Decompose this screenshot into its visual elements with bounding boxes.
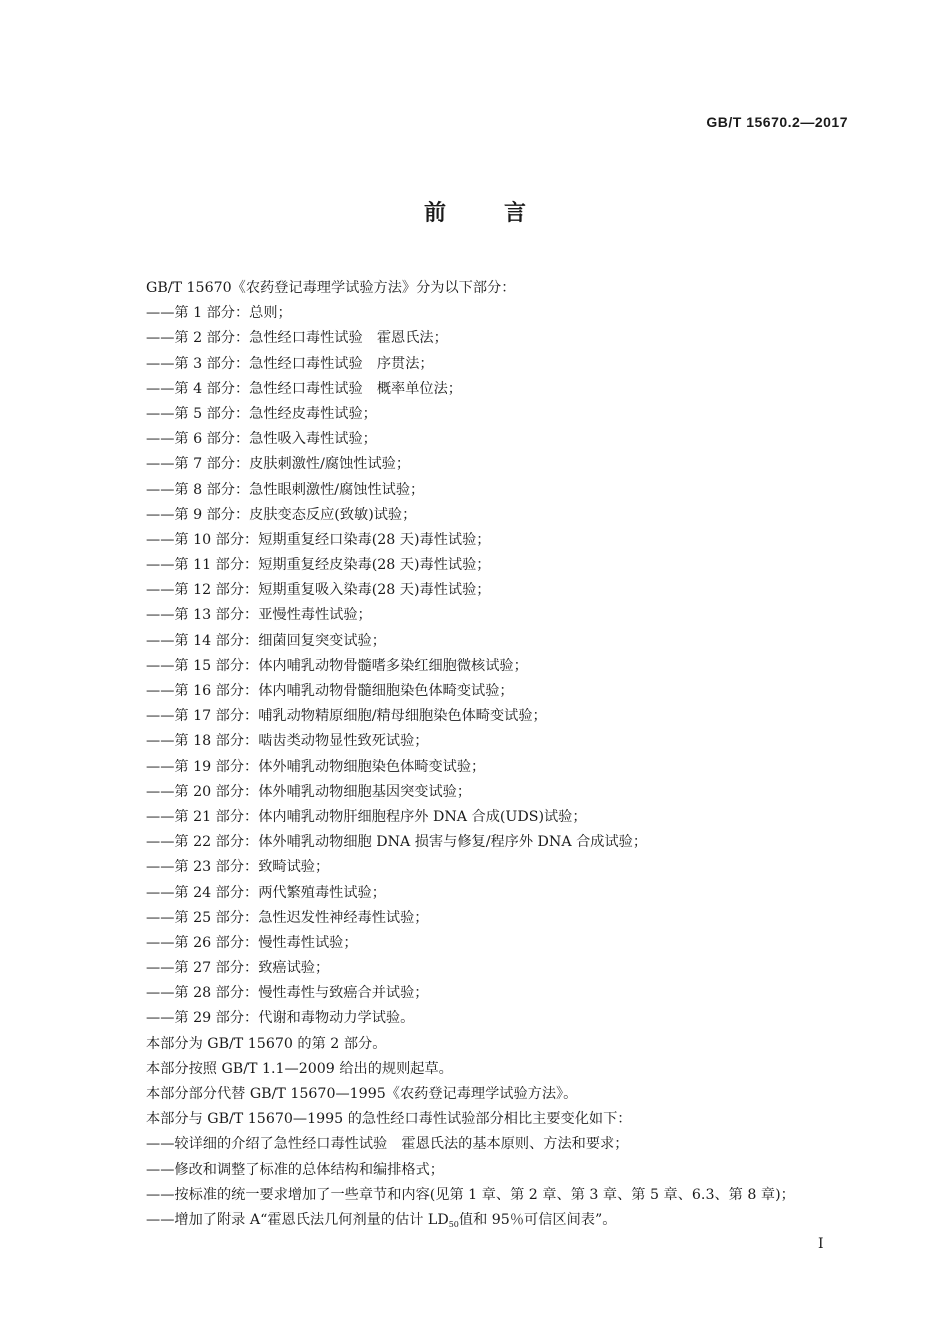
statement-line: 本部分与 GB/T 15670—1995 的急性经口毒性试验部分相比主要变化如下：: [146, 1111, 632, 1128]
dash: ——: [146, 834, 175, 851]
part-item: ——第 7 部分：皮肤刺激性/腐蚀性试验；: [146, 452, 866, 477]
dash: ——: [146, 783, 175, 800]
part-item: ——第 27 部分：致癌试验；: [146, 956, 866, 981]
dash: ——: [146, 557, 175, 574]
part-item: ——第 5 部分：急性经皮毒性试验；: [146, 402, 866, 427]
dash: ——: [146, 683, 175, 699]
part-item: ——第 15 部分：体内哺乳动物骨髓嗜多染红细胞微核试验；: [146, 654, 866, 679]
part-item: ——第 3 部分：急性经口毒性试验 序贯法；: [146, 352, 866, 377]
intro-paragraph: GB/T 15670《农药登记毒理学试验方法》分为以下部分：: [146, 280, 516, 296]
changes-list: [146, 1132, 866, 1208]
dash: ——: [146, 506, 175, 523]
statement-line: 本部分部分代替 GB/T 15670—1995《农药登记毒理学试验方法》。: [146, 1086, 578, 1102]
part-item: ——第 11 部分：短期重复经皮染毒(28 天)毒性试验；: [146, 553, 866, 578]
dash: ——: [146, 456, 175, 473]
dash: ——: [146, 960, 175, 977]
part-item: ——第 1 部分：总则；: [146, 301, 866, 326]
dash: ——: [146, 733, 175, 750]
part-item: ——第 22 部分：体外哺乳动物细胞 DNA 损害与修复/程序外 DNA 合成试验；: [146, 830, 866, 855]
part-item: ——第 4 部分：急性经口毒性试验 概率单位法；: [146, 377, 866, 402]
part-item: ——第 2 部分：急性经口毒性试验 霍恩氏法；: [146, 326, 866, 351]
dash: ——: [146, 380, 175, 397]
part-item: ——第 9 部分：皮肤变态反应(致敏)试验；: [146, 503, 866, 528]
dash: ——: [146, 934, 175, 951]
part-item: ——第 13 部分：亚慢性毒性试验；: [146, 603, 866, 628]
dash: ——: [146, 1161, 175, 1178]
statements-list: [146, 1032, 866, 1133]
dash: ——: [146, 355, 175, 372]
preface-body: [146, 276, 866, 1233]
dash: ——: [146, 708, 175, 725]
dash: ——: [146, 582, 175, 599]
dash: ——: [146, 305, 175, 322]
dash: ——: [146, 481, 175, 498]
subscript: 50: [448, 1219, 459, 1229]
part-item: ——第 21 部分：体内哺乳动物肝细胞程序外 DNA 合成(UDS)试验；: [146, 805, 866, 830]
dash: ——: [146, 1136, 175, 1153]
page-number: I: [818, 1236, 824, 1252]
part-item: ——第 24 部分：两代繁殖毒性试验；: [146, 881, 866, 906]
dash: ——: [146, 531, 175, 548]
part-item: ——第 10 部分：短期重复经口染毒(28 天)毒性试验；: [146, 528, 866, 553]
part-item: ——第 17 部分：哺乳动物精原细胞/精母细胞染色体畸变试验；: [146, 704, 866, 729]
dash: ——: [146, 431, 175, 448]
dash: ——: [146, 884, 175, 901]
dash: ——: [146, 330, 175, 347]
part-item: ——第 19 部分：体外哺乳动物细胞染色体畸变试验；: [146, 755, 866, 780]
part-item: ——第 20 部分：体外哺乳动物细胞基因突变试验；: [146, 780, 866, 805]
dash: ——: [146, 657, 175, 674]
dash: ——: [146, 1010, 175, 1027]
dash: ——: [146, 985, 175, 1002]
statement-line: 本部分为 GB/T 15670 的第 2 部分。: [146, 1035, 387, 1052]
dash: ——: [146, 607, 175, 624]
part-item: ——第 8 部分：急性眼刺激性/腐蚀性试验；: [146, 478, 866, 503]
part-item: ——第 16 部分：体内哺乳动物骨髓细胞染色体畸变试验；: [146, 679, 866, 704]
dash: ——: [146, 909, 175, 926]
dash: ——: [146, 1211, 175, 1228]
part-item: ——第 23 部分：致畸试验；: [146, 855, 866, 880]
change-item: ——修改和调整了标准的总体结构和编排格式；: [146, 1158, 866, 1183]
dash: ——: [146, 405, 175, 422]
standard-code: GB/T 15670.2—2017: [706, 114, 848, 130]
change-item: ——较详细的介绍了急性经口毒性试验 霍恩氏法的基本原则、方法和要求；: [146, 1132, 866, 1157]
parts-list: [146, 301, 866, 1031]
dash: ——: [146, 808, 175, 825]
part-item: ——第 12 部分：短期重复吸入染毒(28 天)毒性试验；: [146, 578, 866, 603]
part-item: ——第 18 部分：啮齿类动物显性致死试验；: [146, 729, 866, 754]
change-item: ——增加了附录 A“霍恩氏法几何剂量的估计 $LD_{50}$值和 95％可信区间表”。: [146, 1208, 866, 1233]
page-title: 前言: [423, 201, 584, 226]
part-item: ——第 14 部分：细菌回复突变试验；: [146, 629, 866, 654]
statement-line: 本部分按照 GB/T 1.1—2009 给出的规则起草。: [146, 1060, 453, 1077]
dash: ——: [146, 758, 175, 775]
dash: ——: [146, 859, 175, 876]
change-item: ——按标准的统一要求增加了一些章节和内容(见第 1 章、第 2 章、第 3 章、第 5 章、6.3、第 8 章)；: [146, 1183, 866, 1208]
part-item: ——第 25 部分：急性迟发性神经毒性试验；: [146, 906, 866, 931]
part-item: ——第 29 部分：代谢和毒物动力学试验。: [146, 1006, 866, 1031]
part-item: ——第 26 部分：慢性毒性试验；: [146, 931, 866, 956]
dash: ——: [146, 1186, 175, 1203]
part-item: ——第 6 部分：急性吸入毒性试验；: [146, 427, 866, 452]
dash: ——: [146, 632, 175, 649]
part-item: ——第 28 部分：慢性毒性与致癌合并试验；: [146, 981, 866, 1006]
